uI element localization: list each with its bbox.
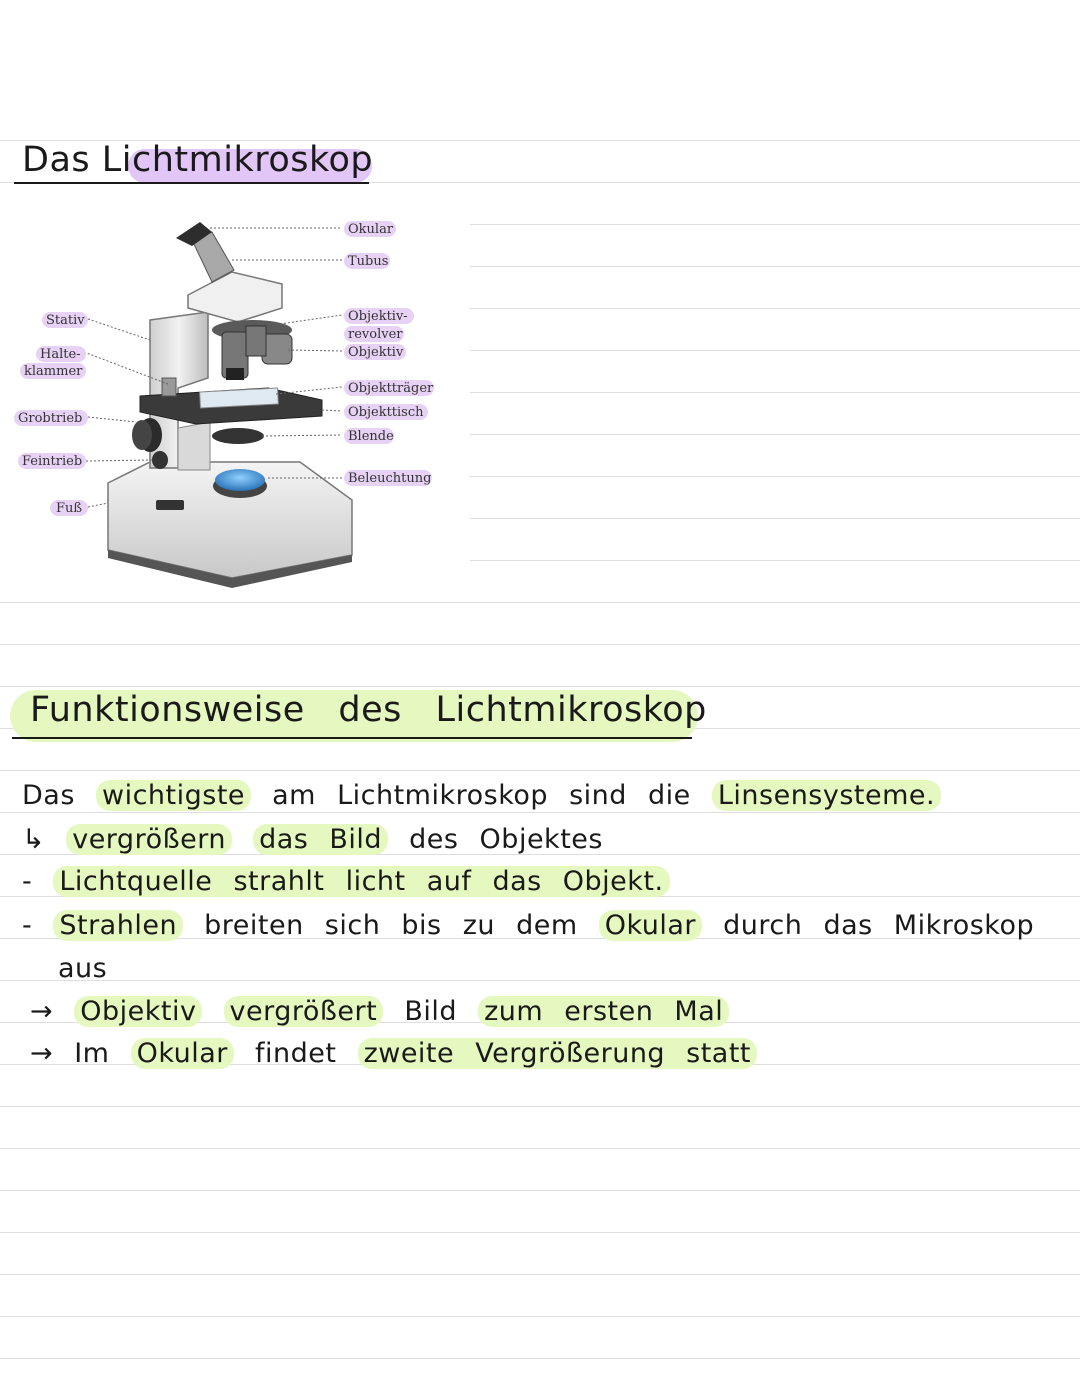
highlight-strahlen: Strahlen xyxy=(53,910,183,941)
diaphragm-shape xyxy=(212,428,264,444)
label-feintrieb: Feintrieb xyxy=(22,454,83,469)
text-line4-middle: breiten sich bis zu dem xyxy=(204,910,578,941)
bullet-dash: - xyxy=(22,910,33,941)
highlight-zweite-vergroesserung: zweite Vergrößerung statt xyxy=(358,1038,757,1069)
label-halteklammer-1: Halte- xyxy=(40,347,81,362)
highlight-lichtquelle: Lichtquelle strahlt licht auf das Objekt. xyxy=(53,866,669,897)
label-objektiv: Objektiv xyxy=(348,345,404,360)
text-line4-end: durch das Mikroskop xyxy=(723,910,1035,941)
highlight-linsensysteme: Linsensysteme. xyxy=(712,780,941,811)
highlight-das-bild: das Bild xyxy=(253,824,388,855)
ruled-line xyxy=(0,1190,1080,1191)
highlight-wichtigste: wichtigste xyxy=(96,780,251,811)
text-bild: Bild xyxy=(404,996,457,1027)
note-line-7 xyxy=(30,1038,757,1069)
label-beleuchtung: Beleuchtung xyxy=(348,471,432,486)
title-underline xyxy=(14,182,369,184)
return-arrow-icon: ↳ xyxy=(22,824,46,855)
ruled-line xyxy=(0,1148,1080,1149)
label-stativ: Stativ xyxy=(46,313,85,328)
text-line1-middle: am Lichtmikroskop sind die xyxy=(272,780,691,811)
highlight-vergroessert: vergrößert xyxy=(224,996,384,1027)
text-des-objektes: des Objektes xyxy=(409,824,603,855)
ruled-line xyxy=(0,1274,1080,1275)
ruled-line xyxy=(0,686,1080,687)
label-grobtrieb: Grobtrieb xyxy=(18,411,83,426)
section-title: Funktionsweise des Lichtmikroskop xyxy=(30,690,707,730)
ruled-line xyxy=(0,1232,1080,1233)
ruled-line xyxy=(0,644,1080,645)
text-aus: aus xyxy=(58,953,108,984)
label-tubus: Tubus xyxy=(348,254,389,269)
label-objektivrevolver-2: revolver xyxy=(348,327,403,342)
note-line-3 xyxy=(22,866,670,897)
label-objektivrevolver-1: Objektiv- xyxy=(348,309,408,324)
ruled-line xyxy=(0,1316,1080,1317)
label-okular: Okular xyxy=(348,222,394,237)
label-halteklammer-2: klammer xyxy=(24,364,83,379)
note-line-5 xyxy=(58,953,107,984)
highlight-okular: Okular xyxy=(131,1038,234,1069)
right-arrow-icon: → xyxy=(30,996,54,1027)
label-objekttisch: Objekttisch xyxy=(348,405,424,420)
bullet-dash: - xyxy=(22,866,33,897)
note-line-1 xyxy=(22,780,941,811)
highlight-vergroessern: vergrößern xyxy=(66,824,232,855)
label-blende: Blende xyxy=(348,429,394,444)
note-line-6 xyxy=(30,996,729,1027)
label-objekttraeger: Objektträger xyxy=(348,381,434,396)
ruled-line xyxy=(0,812,1080,813)
ruled-line xyxy=(0,770,1080,771)
ruled-line xyxy=(0,980,1080,981)
ruled-line xyxy=(0,602,1080,603)
text-das: Das xyxy=(22,780,75,811)
text-im: Im xyxy=(74,1038,110,1069)
text-findet: findet xyxy=(255,1038,337,1069)
ruled-line xyxy=(0,1106,1080,1107)
note-line-4 xyxy=(22,910,1034,941)
label-fuss: Fuß xyxy=(56,501,83,516)
microscope-diagram xyxy=(0,200,470,602)
right-arrow-icon: → xyxy=(30,1038,54,1069)
highlight-zum-ersten-mal: zum ersten Mal xyxy=(478,996,729,1027)
ruled-line xyxy=(0,1358,1080,1359)
section-title-underline xyxy=(12,737,692,739)
lamp-shape xyxy=(213,469,267,498)
page-title: Das Lichtmikroskop xyxy=(22,140,374,180)
highlight-okular: Okular xyxy=(599,910,702,941)
note-line-2 xyxy=(22,824,603,855)
highlight-objektiv: Objektiv xyxy=(74,996,202,1027)
